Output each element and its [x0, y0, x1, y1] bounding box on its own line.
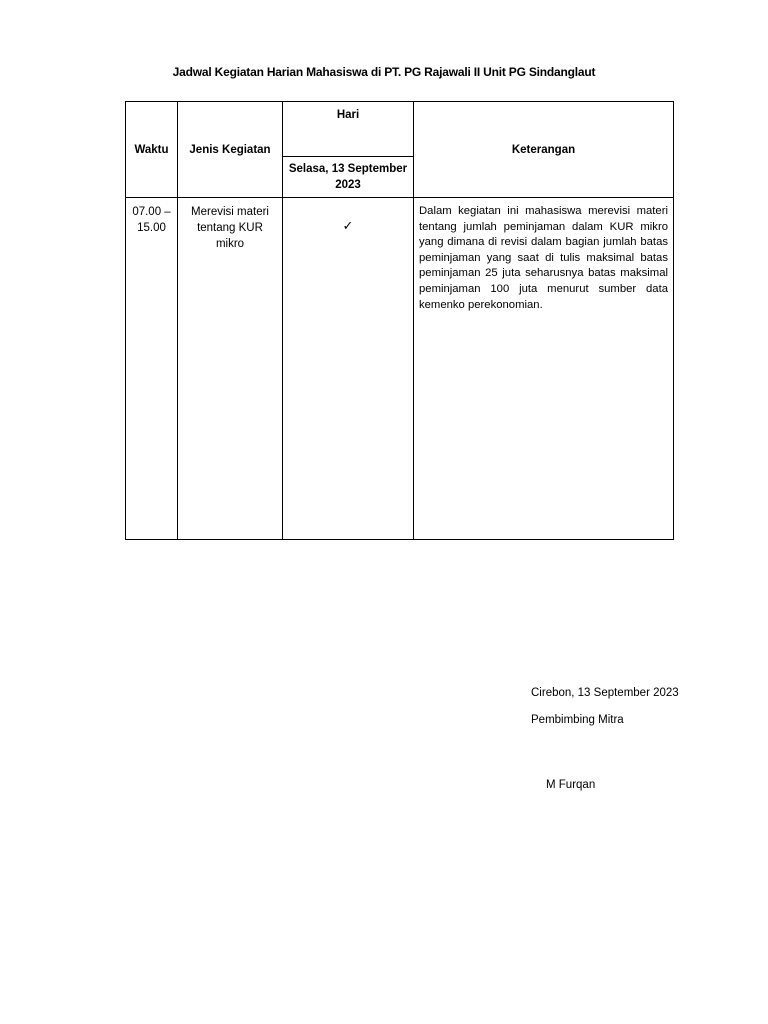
cell-jenis-kegiatan: Merevisi materi tentang KUR mikro: [178, 198, 283, 540]
document-title: Jadwal Kegiatan Harian Mahasiswa di PT. PG Rajawali II Unit PG Sindanglaut: [172, 65, 596, 79]
cell-keterangan: Dalam kegiatan ini mahasiswa merevisi materi tentang jumlah peminjaman dalam KUR mikro yang dimana di revisi dalam bagian jumlah batas peminjaman yang saat di tulis maksimal batas peminjaman 25 juta seharusnya batas maksimal peminjaman 100 juta menurut sumber data kemenko perekonomian.: [414, 198, 674, 540]
table-header-row: [126, 102, 674, 157]
schedule-table: [125, 101, 674, 540]
header-waktu: Waktu: [126, 102, 178, 198]
signature-city-date: Cirebon, 13 September 2023: [531, 687, 679, 699]
table-row: [126, 198, 674, 540]
check-icon: ✓: [283, 198, 414, 540]
cell-waktu: [126, 198, 178, 540]
signature-name: M Furqan: [546, 779, 596, 791]
waktu-end: 15.00: [137, 222, 166, 234]
signature-role: Pembimbing Mitra: [531, 714, 624, 726]
header-date-line1: Selasa, 13 September: [288, 163, 408, 175]
header-date: [283, 157, 414, 198]
header-hari: Hari: [283, 102, 414, 157]
header-date-line2: 2023: [335, 179, 361, 191]
waktu-start: 07.00 –: [132, 206, 171, 218]
header-jenis-kegiatan: Jenis Kegiatan: [178, 102, 283, 198]
header-keterangan: Keterangan: [414, 102, 674, 198]
